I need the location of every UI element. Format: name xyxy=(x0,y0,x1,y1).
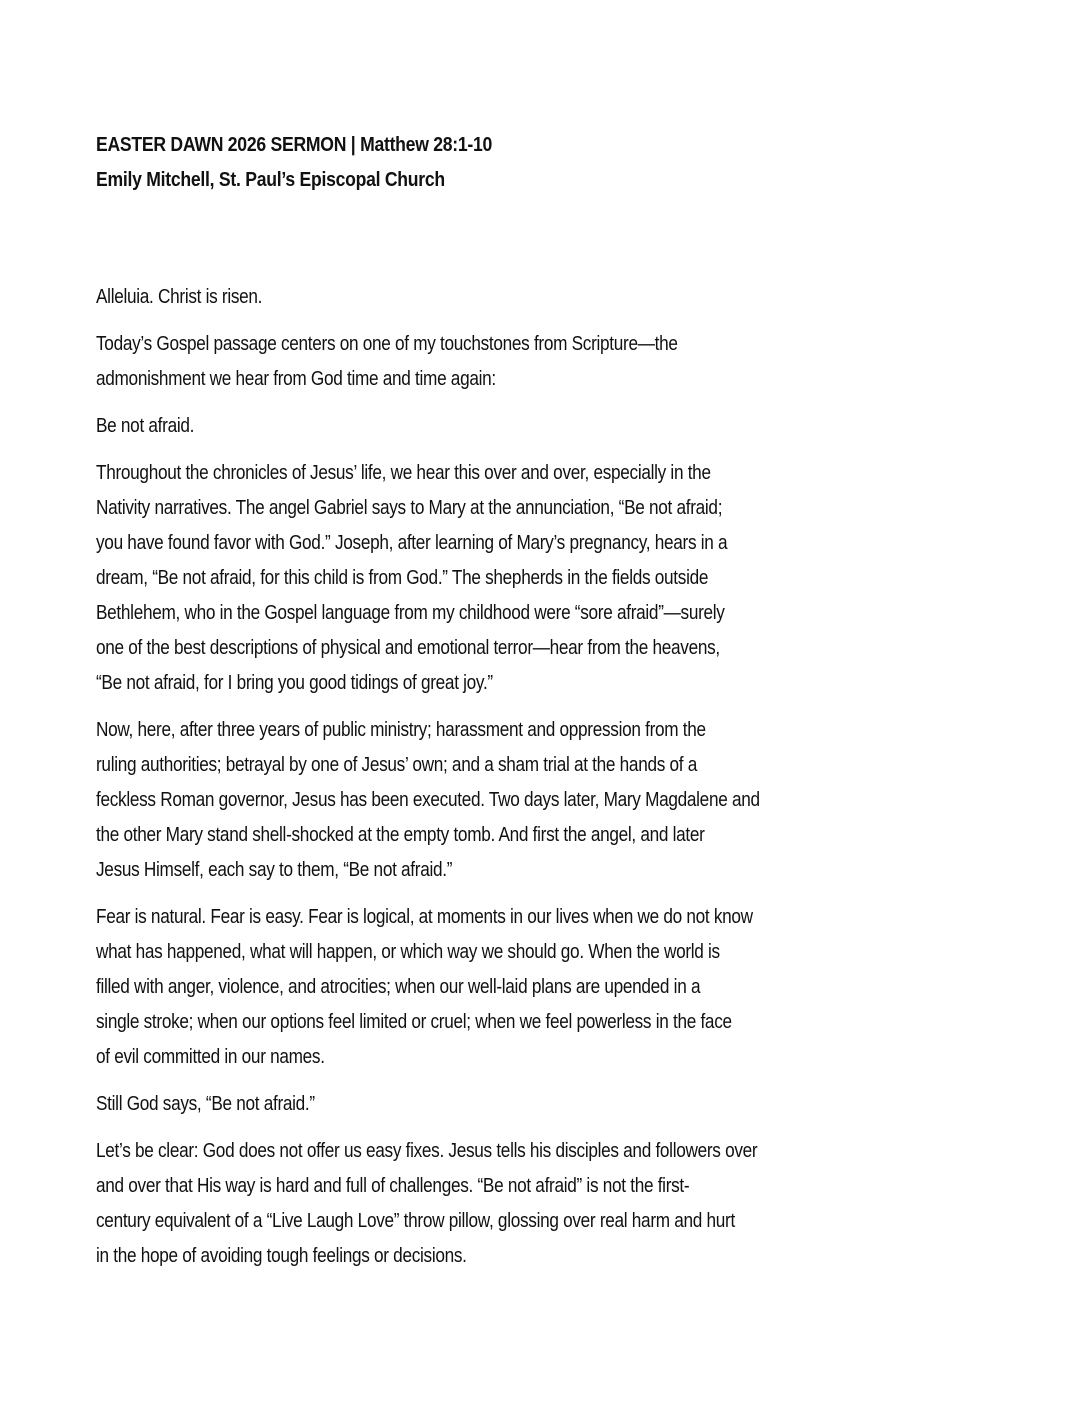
paragraph xyxy=(96,900,996,1075)
text-line: Still God says, “Be not afraid.” xyxy=(96,1093,315,1115)
text-line: filled with anger, violence, and atrocities; when our well-laid plans are upended in a xyxy=(96,976,701,998)
sermon-title: EASTER DAWN 2026 SERMON | Matthew 28:1-10 xyxy=(96,134,493,156)
text-line: what has happened, what will happen, or which way we should go. When the world is xyxy=(96,941,720,963)
paragraph xyxy=(96,280,996,315)
text-line: Nativity narratives. The angel Gabriel says to Mary at the annunciation, “Be not afraid; xyxy=(96,497,723,519)
text-line: Now, here, after three years of public ministry; harassment and oppression from the xyxy=(96,719,706,741)
text-line: dream, “Be not afraid, for this child is from God.” The shepherds in the fields outside xyxy=(96,567,709,589)
document-body xyxy=(96,280,996,1286)
text-line: Be not afraid. xyxy=(96,415,195,437)
paragraph xyxy=(96,456,996,701)
text-line: in the hope of avoiding tough feelings or decisions. xyxy=(96,1245,467,1267)
text-line: you have found favor with God.” Joseph, after learning of Mary’s pregnancy, hears in a xyxy=(96,532,728,554)
text-line: one of the best descriptions of physical and emotional terror—hear from the heavens, xyxy=(96,637,720,659)
text-line: Throughout the chronicles of Jesus’ life, we hear this over and over, especially in the xyxy=(96,462,711,484)
text-line: Alleluia. Christ is risen. xyxy=(96,286,263,308)
sermon-byline: Emily Mitchell, St. Paul’s Episcopal Church xyxy=(96,169,445,191)
text-line: and over that His way is hard and full of challenges. “Be not afraid” is not the first- xyxy=(96,1175,690,1197)
text-line: Let’s be clear: God does not offer us easy fixes. Jesus tells his disciples and followers over xyxy=(96,1140,758,1162)
text-line: “Be not afraid, for I bring you good tidings of great joy.” xyxy=(96,672,493,694)
text-line: admonishment we hear from God time and time again: xyxy=(96,368,496,390)
text-line: of evil committed in our names. xyxy=(96,1046,325,1068)
paragraph xyxy=(96,1087,996,1122)
text-line: feckless Roman governor, Jesus has been executed. Two days later, Mary Magdalene and xyxy=(96,789,760,811)
text-line: Bethlehem, who in the Gospel language from my childhood were “sore afraid”—surely xyxy=(96,602,725,624)
document-header xyxy=(96,128,546,198)
text-line: ruling authorities; betrayal by one of Jesus’ own; and a sham trial at the hands of a xyxy=(96,754,697,776)
paragraph xyxy=(96,327,996,397)
text-line: Jesus Himself, each say to them, “Be not afraid.” xyxy=(96,859,453,881)
paragraph xyxy=(96,1134,996,1274)
text-line: Fear is natural. Fear is easy. Fear is logical, at moments in our lives when we do not know xyxy=(96,906,753,928)
text-line: century equivalent of a “Live Laugh Love” throw pillow, glossing over real harm and hurt xyxy=(96,1210,735,1232)
text-line: Today’s Gospel passage centers on one of my touchstones from Scripture—the xyxy=(96,333,678,355)
text-line: single stroke; when our options feel limited or cruel; when we feel powerless in the face xyxy=(96,1011,732,1033)
paragraph xyxy=(96,409,996,444)
text-line: the other Mary stand shell-shocked at the empty tomb. And first the angel, and later xyxy=(96,824,705,846)
paragraph xyxy=(96,713,996,888)
